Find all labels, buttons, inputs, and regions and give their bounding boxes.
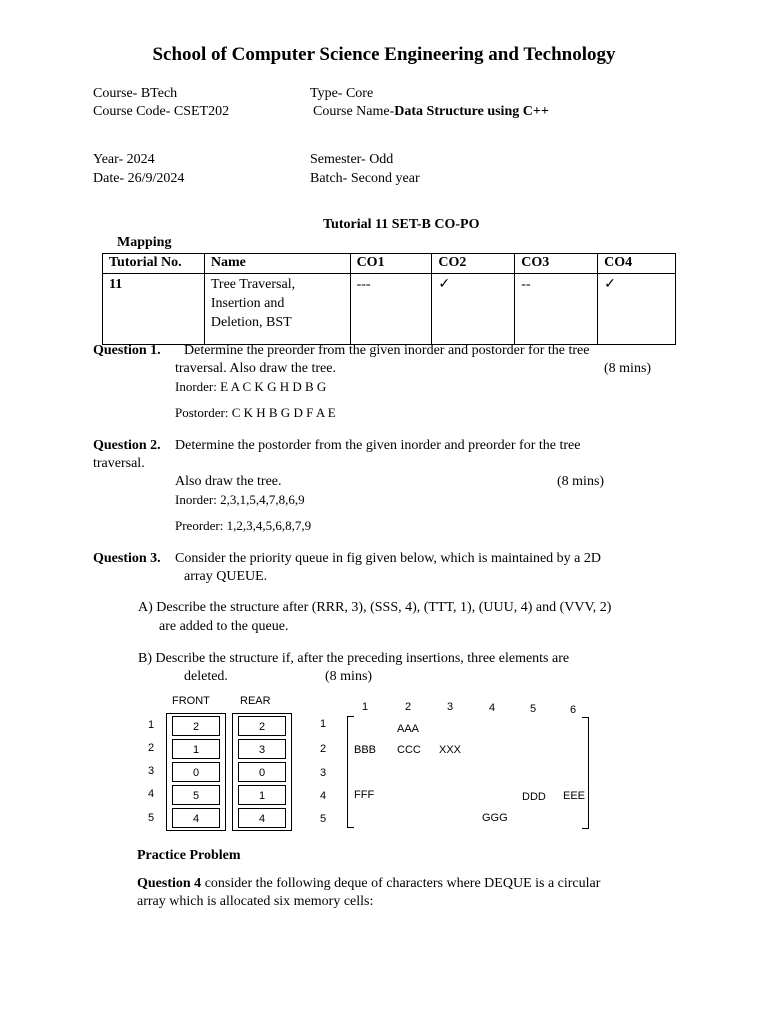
- header-tutorial-no: Tutorial No.: [103, 254, 205, 274]
- queue-cell-aaa: AAA: [397, 723, 420, 735]
- year: Year- 2024: [93, 152, 155, 167]
- q3-text-line2: array QUEUE.: [184, 569, 268, 584]
- q2-mins: (8 mins): [557, 474, 605, 489]
- rear-cell: 1: [238, 785, 286, 805]
- course-type: Type- Core: [310, 86, 374, 101]
- header-co1: CO1: [350, 254, 432, 274]
- queue-cell-ccc: CCC: [397, 744, 421, 756]
- cell-co2: ✓: [432, 274, 515, 345]
- queue-col-number: 3: [447, 701, 454, 713]
- course-code: Course Code- CSET202: [93, 104, 230, 119]
- front-cell: 4: [172, 808, 220, 828]
- header-co2: CO2: [432, 254, 515, 274]
- cell-name: [204, 274, 350, 345]
- q3-text-line1: Consider the priority queue in fig given below, which is maintained by a 2D: [175, 551, 602, 566]
- rear-cell: 0: [238, 762, 286, 782]
- course-name-label: Course Name-: [313, 104, 395, 119]
- q4-line2: array which is allocated six memory cells:: [137, 894, 374, 909]
- front-cell: 2: [172, 716, 220, 736]
- cell-co3: --: [515, 274, 598, 345]
- front-cell: 5: [172, 785, 220, 805]
- left-bracket: [347, 716, 354, 828]
- table-row: [103, 274, 676, 345]
- q3-mins: (8 mins): [325, 669, 373, 684]
- cell-co1: ---: [350, 274, 432, 345]
- q1-mins: (8 mins): [604, 361, 652, 376]
- q3-part-b-line1: B) Describe the structure if, after the preceding insertions, three elements are: [138, 651, 570, 666]
- q1-text-line1: Determine the preorder from the given inorder and postorder for the tree: [184, 343, 590, 358]
- q3-part-a-line2: are added to the queue.: [159, 619, 289, 634]
- batch: Batch- Second year: [310, 171, 420, 186]
- queue-row-number: 1: [320, 718, 327, 730]
- cell-co4: ✓: [598, 274, 676, 345]
- row-number: 2: [148, 742, 155, 754]
- right-bracket: [582, 717, 589, 829]
- queue-cell-ggg: GGG: [482, 812, 508, 824]
- q2-inorder: Inorder: 2,3,1,5,4,7,8,6,9: [175, 492, 305, 507]
- q2-label: Question 2.: [93, 438, 161, 453]
- row-number: 4: [148, 788, 155, 800]
- queue-col-number: 5: [530, 703, 537, 715]
- queue-cell-xxx: XXX: [439, 744, 462, 756]
- queue-col-number: 4: [489, 702, 496, 714]
- queue-row-number: 3: [320, 767, 327, 779]
- q1-postorder: Postorder: C K H B G D F A E: [175, 405, 336, 420]
- q1-label: Question 1.: [93, 343, 161, 358]
- row-number: 1: [148, 719, 155, 731]
- q2-text-line2: traversal.: [93, 456, 145, 471]
- cell-tutorial-no: 11: [103, 274, 205, 345]
- header-name: Name: [204, 254, 350, 274]
- q2-text-line1: Determine the postorder from the given inorder and preorder for the tree: [175, 438, 581, 453]
- q4-label: Question 4: [137, 876, 202, 891]
- table-header-row: [103, 254, 676, 274]
- co-po-table: [102, 253, 676, 345]
- queue-col-number: 2: [405, 701, 412, 713]
- rear-cell: 4: [238, 808, 286, 828]
- queue-cell-eee: EEE: [563, 790, 586, 802]
- practice-heading: Practice Problem: [137, 848, 241, 863]
- front-cell: 0: [172, 762, 220, 782]
- header-co4: CO4: [598, 254, 676, 274]
- queue-row-number: 4: [320, 790, 327, 802]
- q3-part-a-line1: A) Describe the structure after (RRR, 3), (SSS, 4), (TTT, 1), (UUU, 4) and (VVV, 2): [138, 600, 612, 615]
- name-line: Deletion, BST: [210, 315, 292, 330]
- q3-part-b-line2: deleted.: [184, 669, 228, 684]
- q2-preorder: Preorder: 1,2,3,4,5,6,8,7,9: [175, 518, 312, 533]
- row-number: 3: [148, 765, 155, 777]
- name-line: Insertion and: [210, 296, 285, 311]
- queue-cell-ddd: DDD: [522, 791, 546, 803]
- front-cell: 1: [172, 739, 220, 759]
- q3-label: Question 3.: [93, 551, 161, 566]
- semester: Semester- Odd: [310, 152, 394, 167]
- queue-row-number: 5: [320, 813, 327, 825]
- course-name-value: Data Structure using C++: [394, 104, 549, 119]
- row-number: 5: [148, 812, 155, 824]
- date: Date- 26/9/2024: [93, 171, 185, 186]
- queue-col-number: 6: [570, 704, 577, 716]
- name-line: Tree Traversal,: [210, 277, 296, 292]
- header-co3: CO3: [515, 254, 598, 274]
- tutorial-title: Tutorial 11 SET-B CO-PO: [323, 217, 480, 232]
- rear-cell: 2: [238, 716, 286, 736]
- course-name: [313, 104, 549, 120]
- rear-label: REAR: [240, 695, 271, 707]
- q1-inorder: Inorder: E A C K G H D B G: [175, 379, 327, 394]
- q1-text-line2: traversal. Also draw the tree.: [175, 361, 336, 376]
- priority-queue-figure: [140, 692, 610, 832]
- queue-row-number: 2: [320, 743, 327, 755]
- q2-text-line3: Also draw the tree.: [175, 474, 282, 489]
- q4-line1: [137, 876, 600, 892]
- page-title: School of Computer Science Engineering and Technology: [152, 44, 616, 65]
- front-label: FRONT: [172, 695, 210, 707]
- course: Course- BTech: [93, 86, 178, 101]
- mapping-label: Mapping: [117, 235, 172, 250]
- queue-cell-fff: FFF: [354, 789, 375, 801]
- queue-col-number: 1: [362, 701, 369, 713]
- queue-cell-bbb: BBB: [354, 744, 377, 756]
- q4-text: consider the following deque of characters where DEQUE is a circular: [204, 876, 601, 891]
- rear-cell: 3: [238, 739, 286, 759]
